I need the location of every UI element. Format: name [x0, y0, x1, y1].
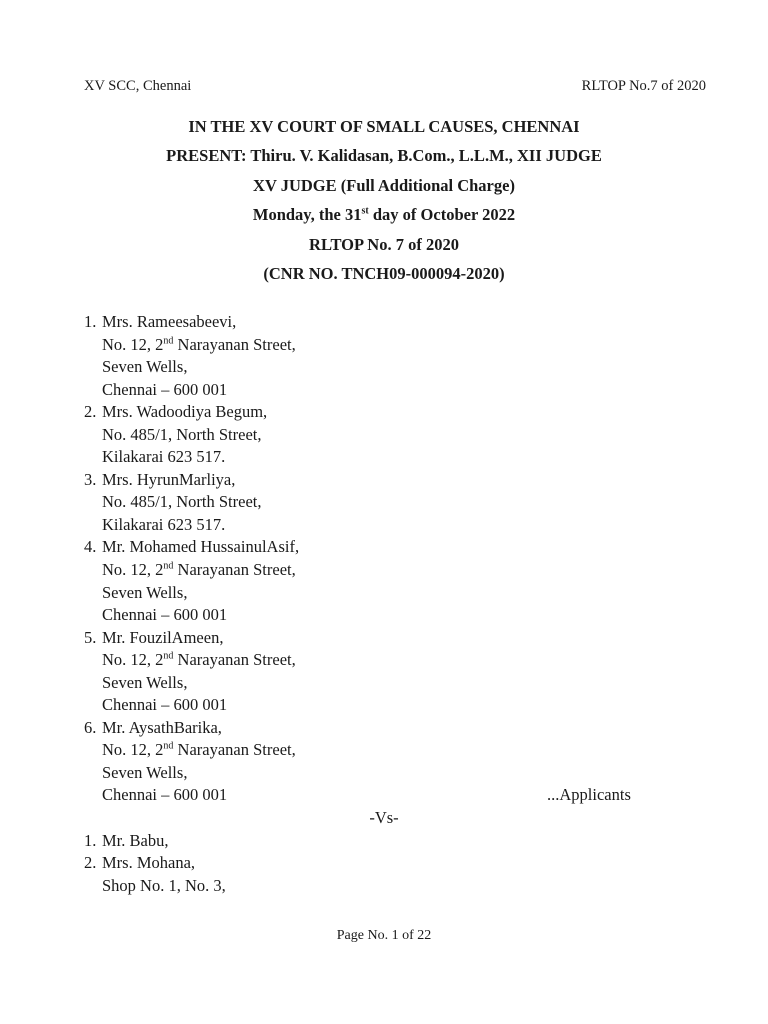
party-name: Mrs. HyrunMarliya,	[102, 469, 236, 489]
case-caption	[0, 112, 768, 288]
address-line	[84, 784, 684, 807]
party-name: Mr. Mohamed HussainulAsif,	[102, 537, 300, 557]
address-text: Narayanan Street,	[173, 334, 296, 354]
party-number: 4.	[84, 537, 97, 557]
address-line: Seven Wells,	[102, 582, 188, 602]
page-number: Page No. 1 of 22	[336, 928, 432, 943]
running-header	[84, 78, 706, 98]
address-text: No. 12, 2	[102, 334, 164, 354]
address-text: Narayanan Street,	[173, 650, 296, 670]
party-name: Mrs. Mohana,	[102, 853, 196, 873]
respondent-name-line	[84, 852, 684, 875]
address-text: Narayanan Street,	[173, 560, 296, 580]
party-name: Mr. Babu,	[102, 830, 169, 850]
address-line: Seven Wells,	[102, 672, 188, 692]
address-line: Shop No. 1, No. 3,	[102, 875, 226, 895]
address-line	[84, 334, 684, 357]
address-ordinal: nd	[163, 650, 174, 662]
address-line: No. 485/1, North Street,	[102, 492, 262, 512]
party-number: 6.	[84, 717, 97, 737]
applicant-name-line	[84, 717, 684, 740]
applicant-name-line	[84, 311, 684, 334]
header-court-name: XV SCC, Chennai	[84, 78, 192, 94]
applicant-name-line	[84, 469, 684, 492]
party-name: Mrs. Rameesabeevi,	[102, 312, 237, 331]
applicant-name-line	[84, 536, 684, 559]
case-number: RLTOP No. 7 of 2020	[309, 234, 459, 254]
hearing-date-suffix: day of October 2022	[368, 205, 516, 225]
address-text: No. 12, 2	[102, 560, 164, 580]
respondent-name-line	[84, 830, 684, 853]
address-ordinal: nd	[163, 335, 174, 347]
address-text: Narayanan Street,	[173, 740, 296, 760]
address-ordinal: nd	[163, 740, 174, 752]
header-case-number: RLTOP No.7 of 2020	[581, 78, 706, 94]
address-line: Chennai – 600 001	[102, 379, 228, 399]
parties-list	[84, 311, 684, 897]
address-text: Chennai – 600 001	[102, 785, 228, 805]
applicant-name-line	[84, 401, 684, 424]
address-line: No. 485/1, North Street,	[102, 424, 262, 444]
address-line	[84, 559, 684, 582]
versus-separator: -Vs-	[369, 808, 399, 828]
hearing-date-prefix: Monday, the 31	[252, 205, 362, 225]
address-line: Kilakarai 623 517.	[102, 447, 226, 467]
address-line: Chennai – 600 001	[102, 605, 228, 625]
presiding-judge: PRESENT: Thiru. V. Kalidasan, B.Com., L.L.M., XII JUDGE	[166, 146, 602, 166]
hearing-date	[0, 200, 768, 229]
party-number: 3.	[84, 469, 97, 489]
address-text: No. 12, 2	[102, 740, 164, 760]
address-line: Seven Wells,	[102, 357, 188, 377]
party-name: Mrs. Wadoodiya Begum,	[102, 402, 268, 422]
party-name: Mr. AysathBarika,	[102, 717, 222, 737]
party-number: 5.	[84, 627, 97, 647]
address-line	[84, 649, 684, 672]
address-ordinal: nd	[163, 560, 174, 572]
party-name: Mr. FouzilAmeen,	[102, 627, 224, 647]
hearing-date-ordinal: st	[361, 205, 369, 217]
address-line: Chennai – 600 001	[102, 695, 228, 715]
address-line	[84, 739, 684, 762]
cnr-number: (CNR NO. TNCH09-000094-2020)	[263, 263, 505, 283]
page-footer	[0, 928, 768, 944]
additional-charge: XV JUDGE (Full Additional Charge)	[253, 175, 515, 195]
party-number: 2.	[84, 402, 97, 422]
address-text: No. 12, 2	[102, 650, 164, 670]
address-line: Kilakarai 623 517.	[102, 514, 226, 534]
address-line: Seven Wells,	[102, 762, 188, 782]
party-number: 1.	[84, 830, 97, 850]
party-number: 1.	[84, 312, 97, 331]
court-title: IN THE XV COURT OF SMALL CAUSES, CHENNAI	[188, 117, 580, 136]
party-number: 2.	[84, 853, 97, 873]
applicant-name-line	[84, 627, 684, 650]
applicants-role-label: ...Applicants	[547, 785, 631, 805]
